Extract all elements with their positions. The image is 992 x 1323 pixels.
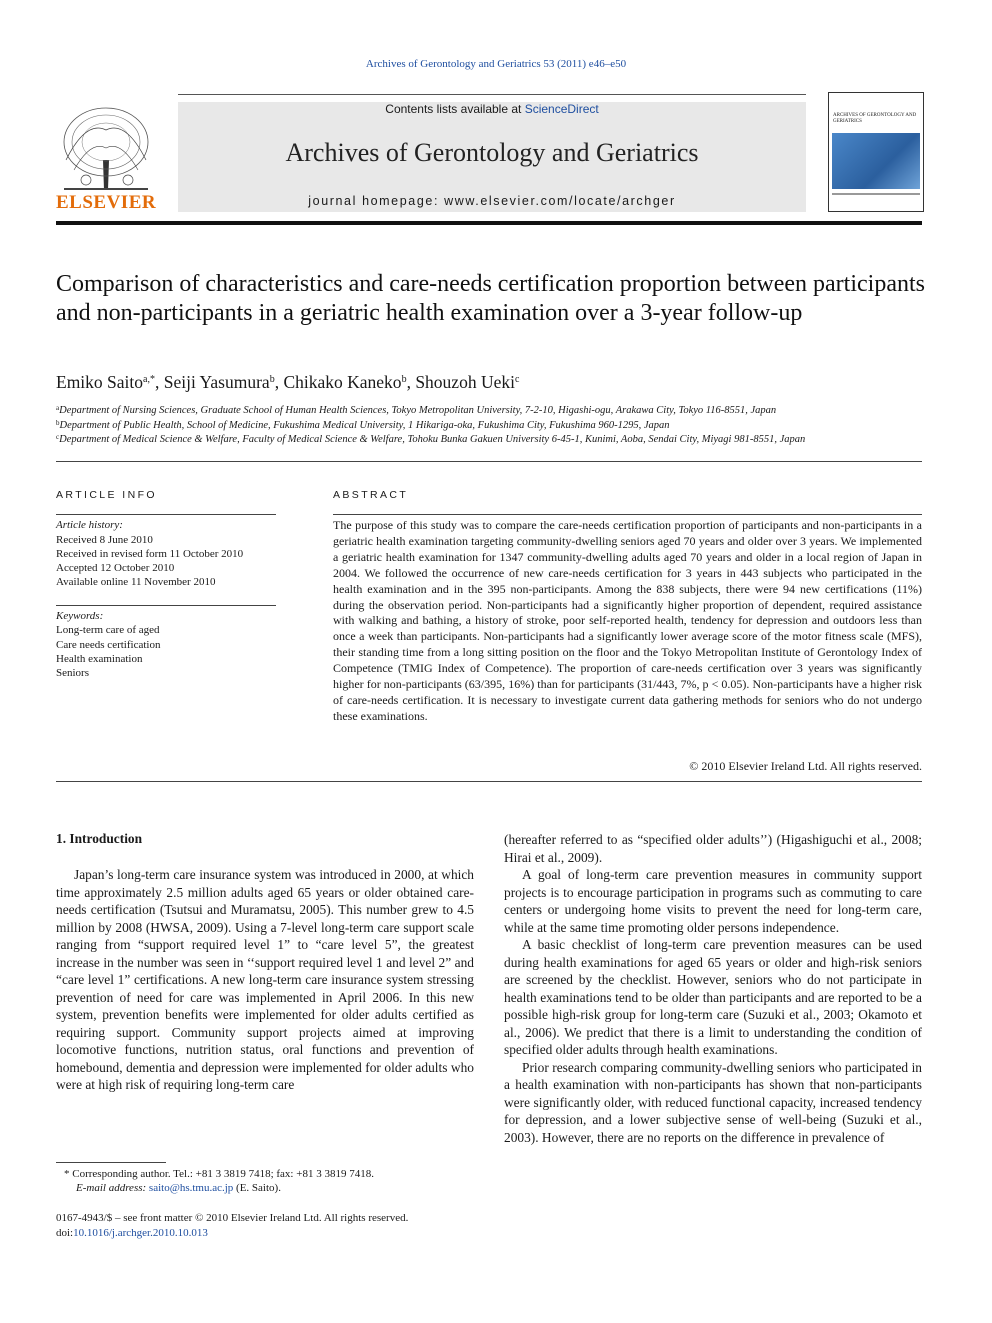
keyword: Long-term care of aged [56, 624, 160, 636]
affiliation-divider [56, 461, 922, 462]
keywords-label: Keywords: [56, 610, 104, 622]
cover-divider [832, 193, 920, 195]
abstract-text: The purpose of this study was to compare the care-needs certification proportion of participants and non-participants in a geriatric health examination targeting community-dwelling seniors aged 70 years and older over 3 years. We implemented a geriatric health examination for 1347 community-dwelling adults aged 70 years and older in a local region of Japan in 2004. We followed the occurrence of new care-needs certification for 3 years in 443 subjects who participated in the health examination and in the 395 non-participants. Among the 838 subjects, there were 94 new certifications (11%) during the observation period. Non-participants had a significantly higher proportion of dependent, required assistance with walking and bathing, a history of stroke, poor self-reported health, tendency for depression and outdoors less than once a week than participants. Non-participants had a significantly lower average score of the motor fitness scale (MFS), their standing time from a long sitting position on the floor and the Tokyo Metropolitan Institute of Gerontology Index of Competence (TMIG Index of Competence). The proportion of care-needs certification over 3 years was significantly higher for non-participants (63/395, 16%) than for participants (31/443, 7%, p < 0.05). Non-participants have a higher risk of care-needs certification. It is necessary to investigate current data gathering methods for seniors who do not undergo these examinations. [333, 518, 922, 723]
sciencedirect-link[interactable]: ScienceDirect [524, 102, 599, 116]
body-column-right [504, 831, 922, 1146]
issn-line: 0167-4943/$ – see front matter © 2010 Elsevier Ireland Ltd. All rights reserved. [56, 1212, 409, 1224]
history-item: Received in revised form 11 October 2010 [56, 548, 244, 560]
history-label: Article history: [56, 519, 123, 531]
body-paragraph: Prior research comparing community-dwelling seniors who participated in a health examination with non-participants has shown that non-participants were significantly older, with reduced functional capacity, increased tendency for depression, and a lower subjective sense of well-being (Suzuki et al., 2003). However, there are no reports on the difference in prevalence of [504, 1059, 922, 1145]
masthead-rule [178, 94, 806, 95]
body-paragraph: A goal of long-term care prevention measures in community support projects is to encourage participation in programs such as commuting to care centers or undergoing home visits to prevent the need for long-term care, while at the same time promoting older persons independence. [504, 867, 922, 935]
keyword: Care needs certification [56, 639, 161, 651]
email-note [76, 1182, 281, 1194]
affiliation-text: Department of Nursing Sciences, Graduate School of Human Health Sciences, Tokyo Metropolitan University, 7-2-10, Higashi-ogu, Arakawa City, Tokyo 116-8551, Japan [59, 405, 777, 416]
affiliation-mark: c [56, 433, 60, 441]
author-affil-mark[interactable]: c [514, 374, 520, 385]
doi-label: doi: [56, 1227, 74, 1239]
affiliation [56, 419, 936, 431]
author-name[interactable]: Shouzoh Ueki [415, 372, 515, 392]
author-affil-mark[interactable]: b [401, 374, 407, 385]
email-label: E-mail address: [76, 1182, 149, 1194]
publisher-wordmark: ELSEVIER [56, 192, 157, 213]
affiliation-text: Department of Medical Science & Welfare, Faculty of Medical Science & Welfare, Tohoku Bunka Gakuen University 6-45-1, Kunimi, Aoba, Sendai City, Miyagi 981-8551, Japan [59, 434, 806, 445]
author-name[interactable]: Chikako Kaneko [283, 372, 402, 392]
doi-line [56, 1227, 208, 1239]
cover-image [832, 133, 920, 189]
history-item: Received 8 June 2010 [56, 534, 153, 546]
author-affil-mark[interactable]: b [269, 374, 275, 385]
author-affil-mark[interactable]: a,* [143, 374, 155, 385]
email-suffix: (E. Saito). [233, 1182, 281, 1194]
body-paragraph: (hereafter referred to as “specified older adults’’) (Higashiguchi et al., 2008; Hirai et al., 2009). [504, 832, 922, 865]
header-divider [56, 221, 922, 225]
affiliation-mark: b [56, 419, 60, 427]
section-heading-introduction: 1. Introduction [56, 831, 143, 846]
affiliation-text: Department of Public Health, School of Medicine, Fukushima Medical University, 1 Hikariga-oka, Fukushima City, Fukushima 960-1295, Japan [59, 420, 670, 431]
keywords-divider [56, 605, 276, 606]
author-name[interactable]: Seiji Yasumura [163, 372, 270, 392]
author-list: Emiko Saito$^{a,*}$, Seiji Yasumura$^b$, Chikako Kaneko$^b$, Shouzoh Ueki$^c$ [56, 372, 520, 392]
corresponding-author-note: * Corresponding author. Tel.: +81 3 3819 7418; fax: +81 3 3819 7418. [64, 1168, 374, 1180]
article-title: Comparison of characteristics and care-needs certification proportion between participants and non-participants in a geriatric health examination over a 3-year follow-up [56, 271, 925, 326]
journal-cover-thumbnail[interactable] [828, 92, 924, 212]
history-item: Available online 11 November 2010 [56, 576, 216, 588]
abstract-copyright: © 2010 Elsevier Ireland Ltd. All rights reserved. [689, 759, 922, 773]
affiliation [56, 433, 936, 445]
email-link[interactable]: saito@hs.tmu.ac.jp [148, 1182, 234, 1194]
contents-line [178, 102, 806, 116]
cover-title: ARCHIVES OF GERONTOLOGY AND GERIATRICS [833, 113, 917, 124]
abstract-bottom-divider [56, 781, 922, 782]
abstract-heading: ABSTRACT [333, 489, 409, 501]
footnote-divider [56, 1162, 166, 1163]
journal-citation[interactable]: Archives of Gerontology and Geriatrics 53 (2011) e46–e50 [365, 58, 627, 70]
body-paragraph: Japan’s long-term care insurance system was introduced in 2000, at which time approximately 2.5 million adults aged 65 years or older obtained care-needs certification (Tsutsui and Muramatsu, 2005). This number grew to 4.5 million by 2008 (HWSA, 2009). Using a 7-level long-term care support scale ranging from “support required level 1” to “care level 5”, the greatest increase in the number was seen in ‘‘support required level 1 and level 2” and “care level 1” certifications. A new long-term care insurance system stressing prevention of need for care was implemented in April 2006. In this new system, prevention benefits were implemented for older adults certified as requiring support. Community support projects aimed at improving locomotive functions, nutrition status, oral functions and prevention of homebound, dementia and depression were implemented for older adults who were at high risk of requiring long-term care [56, 867, 474, 1092]
journal-homepage[interactable]: journal homepage: www.elsevier.com/locate/archger [308, 194, 676, 208]
keyword: Seniors [56, 667, 89, 679]
affiliation [56, 404, 936, 416]
journal-name: Archives of Gerontology and Geriatrics [285, 138, 699, 167]
affiliation-mark: a [56, 404, 60, 412]
abstract-divider [333, 514, 922, 515]
author-name[interactable]: Emiko Saito [56, 372, 144, 392]
history-item: Accepted 12 October 2010 [56, 562, 175, 574]
body-paragraph: A basic checklist of long-term care prevention measures can be used during health examinations for aged 65 years or older and high-risk seniors are screened by the checklist. However, seniors who do not participate in health examinations tend to be older than participants and are reported to be a possible high-risk group for long-term care (Suzuki et al., 2003; Okamoto et al., 2006). We predict that there is a limit to understanding the condition of specified older adults through health examinations. [504, 937, 922, 1057]
body-column-left [56, 866, 474, 1094]
article-info-divider [56, 514, 276, 515]
contents-prefix: Contents lists available at [385, 102, 525, 116]
article-info-heading: ARTICLE INFO [56, 489, 157, 501]
doi-link[interactable]: 10.1016/j.archger.2010.10.013 [73, 1227, 208, 1239]
keyword: Health examination [56, 653, 143, 665]
